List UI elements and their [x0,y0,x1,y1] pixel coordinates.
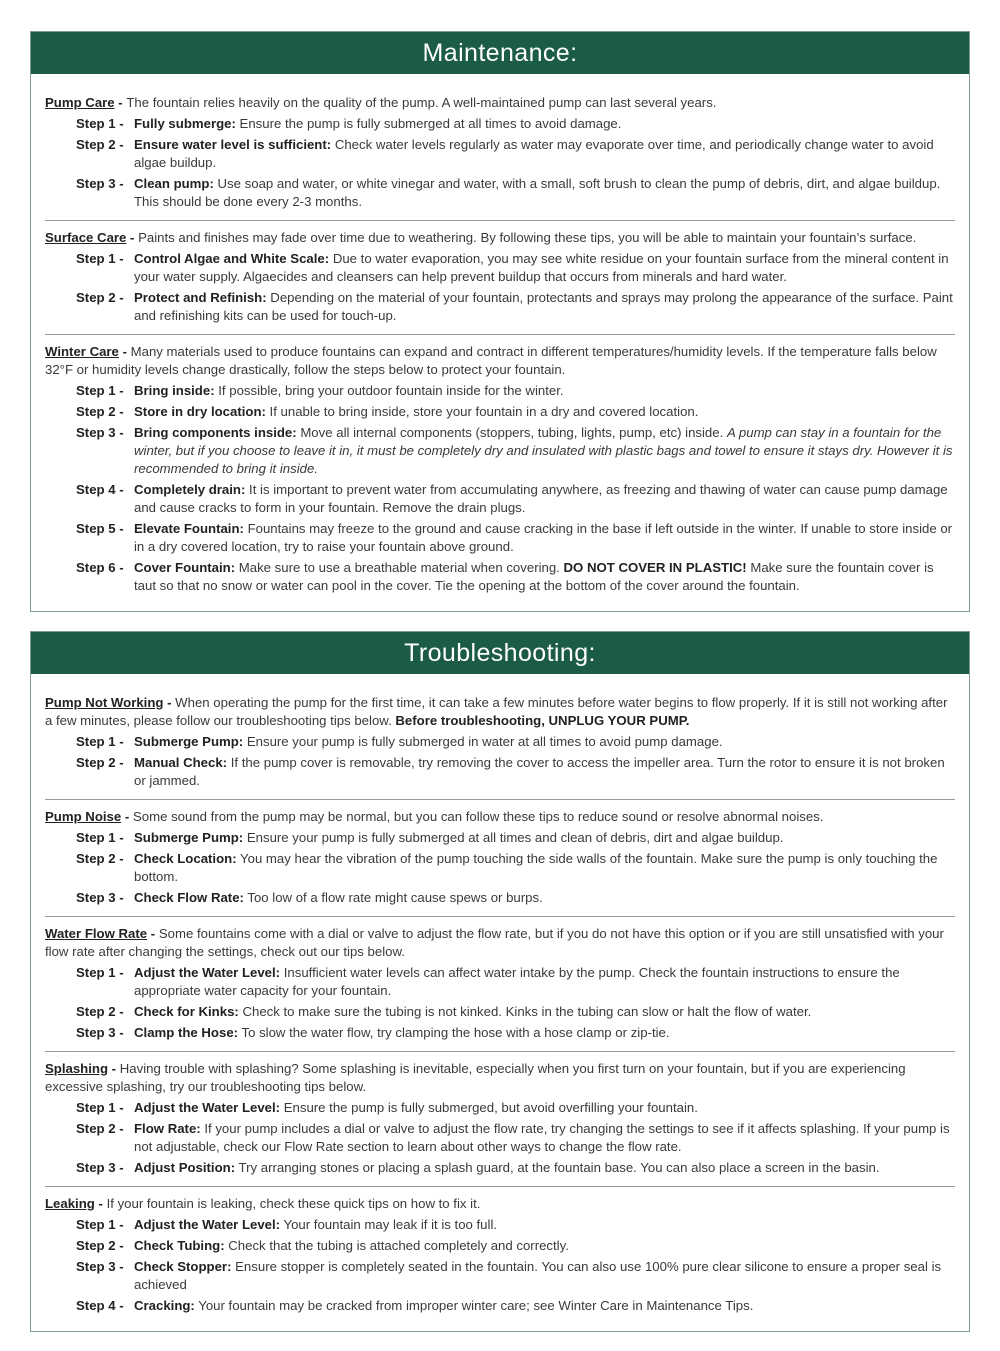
text-segment: Your fountain may leak if it is too full. [280,1217,498,1232]
step-text [131,175,955,211]
step-label: Step 1 - [76,734,124,749]
text-segment: Adjust the Water Level: [134,1217,281,1232]
topic-name: Leaking [45,1196,95,1211]
step-row [45,559,955,595]
steps-list [45,1216,955,1315]
step-text [131,289,955,325]
text-segment: Clamp the Hose: [134,1025,239,1040]
step-label: Step 3 - [76,890,124,905]
step-label: Step 4 - [76,482,124,497]
step-text [131,1216,955,1234]
step-text [131,520,955,556]
step-row [45,481,955,517]
step-row [45,1003,955,1021]
step-row [45,520,955,556]
step-row [45,136,955,172]
text-segment: Your fountain may be cracked from improper winter care; see Winter Care in Maintenance Tips. [194,1298,754,1313]
text-segment: Use soap and water, or white vinegar and water, with a small, soft brush to clean the pump of debris, dirt, and algae buildup. This should be done every 2-3 months. [134,176,941,209]
text-segment: Due to water evaporation, you may see white residue on your fountain surface from the mineral content in your water supply. Algaecides and cleansers can help prevent buildup that occurs from minerals and hard water. [134,251,949,284]
step-text [131,829,955,847]
step-row [45,1159,955,1177]
topic-intro [45,925,955,961]
topic-pump-noise [45,808,955,907]
text-segment: Check to make sure the tubing is not kinked. Kinks in the tubing can slow or halt the flow of water. [238,1004,812,1019]
step-label: Step 2 - [76,851,124,866]
topic-name: Winter Care [45,344,119,359]
step-row [45,754,955,790]
text-segment: Depending on the material of your fountain, protectants and sprays may prolong the appearance of the surface. Paint and refinishing kits can be used for touch-up. [134,290,953,323]
step-label: Step 1 - [76,1100,124,1115]
step-row [45,850,955,886]
topic-intro [45,1060,955,1096]
text-segment: The fountain relies heavily on the quality of the pump. A well-maintained pump can last several years. [126,95,717,110]
step-label: Step 1 - [76,965,124,980]
text-segment: To slow the water flow, try clamping the hose with a hose clamp or zip-tie. [238,1025,670,1040]
text-segment: Fountains may freeze to the ground and cause cracking in the base if left outside in the winter. If unable to store inside or in a dry covered location, try to raise your fountain above ground. [134,521,953,554]
step-row [45,250,955,286]
text-segment: Bring components inside: [134,425,297,440]
step-label: Step 2 - [76,1121,124,1136]
text-segment: Clean pump: [134,176,214,191]
step-label: Step 1 - [76,1217,124,1232]
step-label: Step 1 - [76,830,124,845]
topic-name: Splashing [45,1061,109,1076]
text-segment: Bring inside: [134,383,215,398]
step-text [131,1237,955,1255]
steps-list [45,1099,955,1177]
steps-list [45,733,955,790]
text-segment: Many materials used to produce fountains can expand and contract in different temperatures/humidity levels. If the temperature falls below 32°F or humidity levels change drastically, follow the steps below to protect your fountain. [45,344,937,377]
text-segment: If unable to bring inside, store your fountain in a dry and covered location. [265,404,699,419]
text-segment: Adjust the Water Level: [134,1100,281,1115]
maintenance-section [30,31,970,612]
topic-divider [45,1051,955,1052]
topic-surface-care [45,229,955,325]
text-segment: If your fountain is leaking, check these quick tips on how to fix it. [106,1196,481,1211]
step-text [131,481,955,517]
topic-separator: - [118,344,131,359]
topic-divider [45,799,955,800]
step-text [131,1159,955,1177]
topic-intro [45,808,955,826]
step-text [131,754,955,790]
topic-leaking [45,1195,955,1315]
step-label: Step 3 - [76,425,124,440]
topic-divider [45,916,955,917]
text-segment: Ensure your pump is fully submerged in water at all times to avoid pump damage. [243,734,723,749]
section-header-bar [31,632,969,674]
topic-separator: - [108,1061,120,1076]
text-segment: Make sure the fountain cover is taut so that no snow or water can pool in the cover. Tie the opening at the bottom of the cover around the fountain. [134,560,934,593]
topic-separator: - [121,809,133,824]
step-text [131,964,955,1000]
step-row [45,889,955,907]
text-segment: Ensure stopper is completely seated in the fountain. You can also use 100% pure clear silicone to ensure a proper seal is achieved [134,1259,942,1292]
topic-divider [45,1186,955,1187]
step-row [45,1024,955,1042]
text-segment: Store in dry location: [134,404,266,419]
step-row [45,1099,955,1117]
section-title: Maintenance: [422,39,578,67]
text-segment: Before troubleshooting, UNPLUG YOUR PUMP. [395,713,690,728]
text-segment: Check Flow Rate: [134,890,244,905]
step-text [131,889,955,907]
steps-list [45,964,955,1042]
step-text [131,424,955,478]
step-text [131,136,955,172]
topic-name: Water Flow Rate [45,926,148,941]
text-segment: Some sound from the pump may be normal, but you can follow these tips to reduce sound or resolve abnormal noises. [132,809,824,824]
step-text [131,1258,955,1294]
text-segment: Check Location: [134,851,237,866]
text-segment: When operating the pump for the first time, it can take a few minutes before water begins to flow properly. If it is still not working after a few minutes, please follow our troubleshooting tips below. [45,695,948,728]
step-row [45,829,955,847]
text-segment: Try arranging stones or placing a splash guard, at the fountain base. You can also place a screen in the basin. [235,1160,880,1175]
section-content [31,74,969,611]
steps-list [45,829,955,907]
step-label: Step 1 - [76,251,124,266]
topic-intro [45,343,955,379]
text-segment: Adjust the Water Level: [134,965,281,980]
step-row [45,1120,955,1156]
text-segment: Completely drain: [134,482,246,497]
text-segment: Too low of a flow rate might cause spews or burps. [243,890,543,905]
step-label: Step 3 - [76,1025,124,1040]
section-content [31,674,969,1331]
topic-intro [45,229,955,247]
text-segment: Adjust Position: [134,1160,236,1175]
topic-separator: - [94,1196,107,1211]
topic-name: Pump Noise [45,809,122,824]
text-segment: Check for Kinks: [134,1004,239,1019]
step-label: Step 2 - [76,404,124,419]
text-segment: Fully submerge: [134,116,236,131]
step-text [131,1003,955,1021]
step-row [45,1216,955,1234]
step-row [45,964,955,1000]
text-segment: Flow Rate: [134,1121,201,1136]
step-label: Step 5 - [76,521,124,536]
steps-list [45,115,955,211]
step-text [131,1120,955,1156]
step-label: Step 1 - [76,116,124,131]
topic-intro [45,1195,955,1213]
step-label: Step 2 - [76,137,124,152]
topic-water-flow-rate [45,925,955,1042]
step-label: Step 3 - [76,1160,124,1175]
step-row [45,289,955,325]
step-text [131,403,955,421]
topic-separator: - [114,95,127,110]
text-segment: Ensure water level is sufficient: [134,137,332,152]
topic-pump-not-working [45,694,955,790]
topic-splashing [45,1060,955,1177]
text-segment: Check that the tubing is attached completely and correctly. [224,1238,569,1253]
topic-intro [45,694,955,730]
step-label: Step 2 - [76,1238,124,1253]
text-segment: Paints and finishes may fade over time due to weathering. By following these tips, you will be able to maintain your fountain’s surface. [138,230,917,245]
steps-list [45,382,955,595]
text-segment: Elevate Fountain: [134,521,244,536]
text-segment: Submerge Pump: [134,734,244,749]
text-segment: Having trouble with splashing? Some splashing is inevitable, especially when you first turn on your fountain, but if you are experiencing excessive splashing, try our troubleshooting tips below. [45,1061,906,1094]
step-row [45,1237,955,1255]
step-text [131,733,955,751]
step-label: Step 3 - [76,1259,124,1274]
topic-winter-care [45,343,955,595]
text-segment: Submerge Pump: [134,830,244,845]
step-row [45,1258,955,1294]
step-row [45,115,955,133]
step-label: Step 1 - [76,383,124,398]
step-label: Step 2 - [76,1004,124,1019]
step-text [131,850,955,886]
topic-name: Pump Not Working [45,695,164,710]
step-label: Step 2 - [76,290,124,305]
topic-divider [45,220,955,221]
step-label: Step 6 - [76,560,124,575]
text-segment: Check Tubing: [134,1238,225,1253]
section-header-bar [31,32,969,74]
section-title: Troubleshooting: [404,639,596,667]
step-row [45,382,955,400]
text-segment: If possible, bring your outdoor fountain inside for the winter. [214,383,564,398]
step-row [45,175,955,211]
step-text [131,559,955,595]
text-segment: Ensure your pump is fully submerged at all times and clean of debris, dirt and algae buildup. [243,830,784,845]
text-segment: Some fountains come with a dial or valve to adjust the flow rate, but if you do not have this option or if you are still unsatisfied with your flow rate after changing the settings, check out our tips below. [45,926,944,959]
topic-separator: - [126,230,139,245]
steps-list [45,250,955,325]
text-segment: Ensure the pump is fully submerged at all times to avoid damage. [235,116,622,131]
text-segment: Check water levels regularly as water may evaporate over time, and periodically change water to avoid algae buildup. [134,137,934,170]
topic-separator: - [147,926,159,941]
step-row [45,403,955,421]
text-segment: You may hear the vibration of the pump touching the side walls of the fountain. Make sure the pump is only touching the bottom. [134,851,938,884]
text-segment: A pump can stay in a fountain for the winter, but if you choose to leave it in, it must be completely dry and insulated with plastic bags and towel to ensure it stays dry. However it is recommended to bring it inside. [134,425,953,476]
step-text [131,382,955,400]
text-segment: If your pump includes a dial or valve to adjust the flow rate, try changing the settings to see if it affects splashing. If your pump is not adjustable, check our Flow Rate section to learn about other ways to change the flow rate. [134,1121,950,1154]
text-segment: It is important to prevent water from accumulating anywhere, as freezing and thawing of water can cause pump damage and cause cracks to form in your fountain. Remove the drain plugs. [134,482,948,515]
step-row [45,424,955,478]
text-segment: Move all internal components (stoppers, tubing, lights, pump, etc) inside. [296,425,727,440]
step-text [131,1024,955,1042]
step-label: Step 3 - [76,176,124,191]
step-label: Step 2 - [76,755,124,770]
text-segment: Cracking: [134,1298,195,1313]
text-segment: Manual Check: [134,755,228,770]
text-segment: Insufficient water levels can affect water intake by the pump. Check the fountain instructions to ensure the appropriate water capacity for your fountain. [134,965,900,998]
text-segment: Cover Fountain: [134,560,236,575]
step-row [45,733,955,751]
topic-divider [45,334,955,335]
text-segment: Check Stopper: [134,1259,232,1274]
text-segment: Make sure to use a breathable material when covering. [235,560,564,575]
step-row [45,1297,955,1315]
sections-container [30,31,970,1332]
troubleshooting-section [30,631,970,1332]
topic-name: Pump Care [45,95,115,110]
text-segment: Control Algae and White Scale: [134,251,330,266]
step-text [131,250,955,286]
text-segment: Ensure the pump is fully submerged, but avoid overfilling your fountain. [280,1100,698,1115]
step-label: Step 4 - [76,1298,124,1313]
topic-intro [45,94,955,112]
step-text [131,115,955,133]
topic-name: Surface Care [45,230,127,245]
topic-separator: - [163,695,176,710]
text-segment: DO NOT COVER IN PLASTIC! [563,560,747,575]
text-segment: Protect and Refinish: [134,290,267,305]
topic-pump-care [45,94,955,211]
text-segment: If the pump cover is removable, try removing the cover to access the impeller area. Turn the rotor to ensure it is not broken or jammed. [134,755,945,788]
step-text [131,1297,955,1315]
step-text [131,1099,955,1117]
